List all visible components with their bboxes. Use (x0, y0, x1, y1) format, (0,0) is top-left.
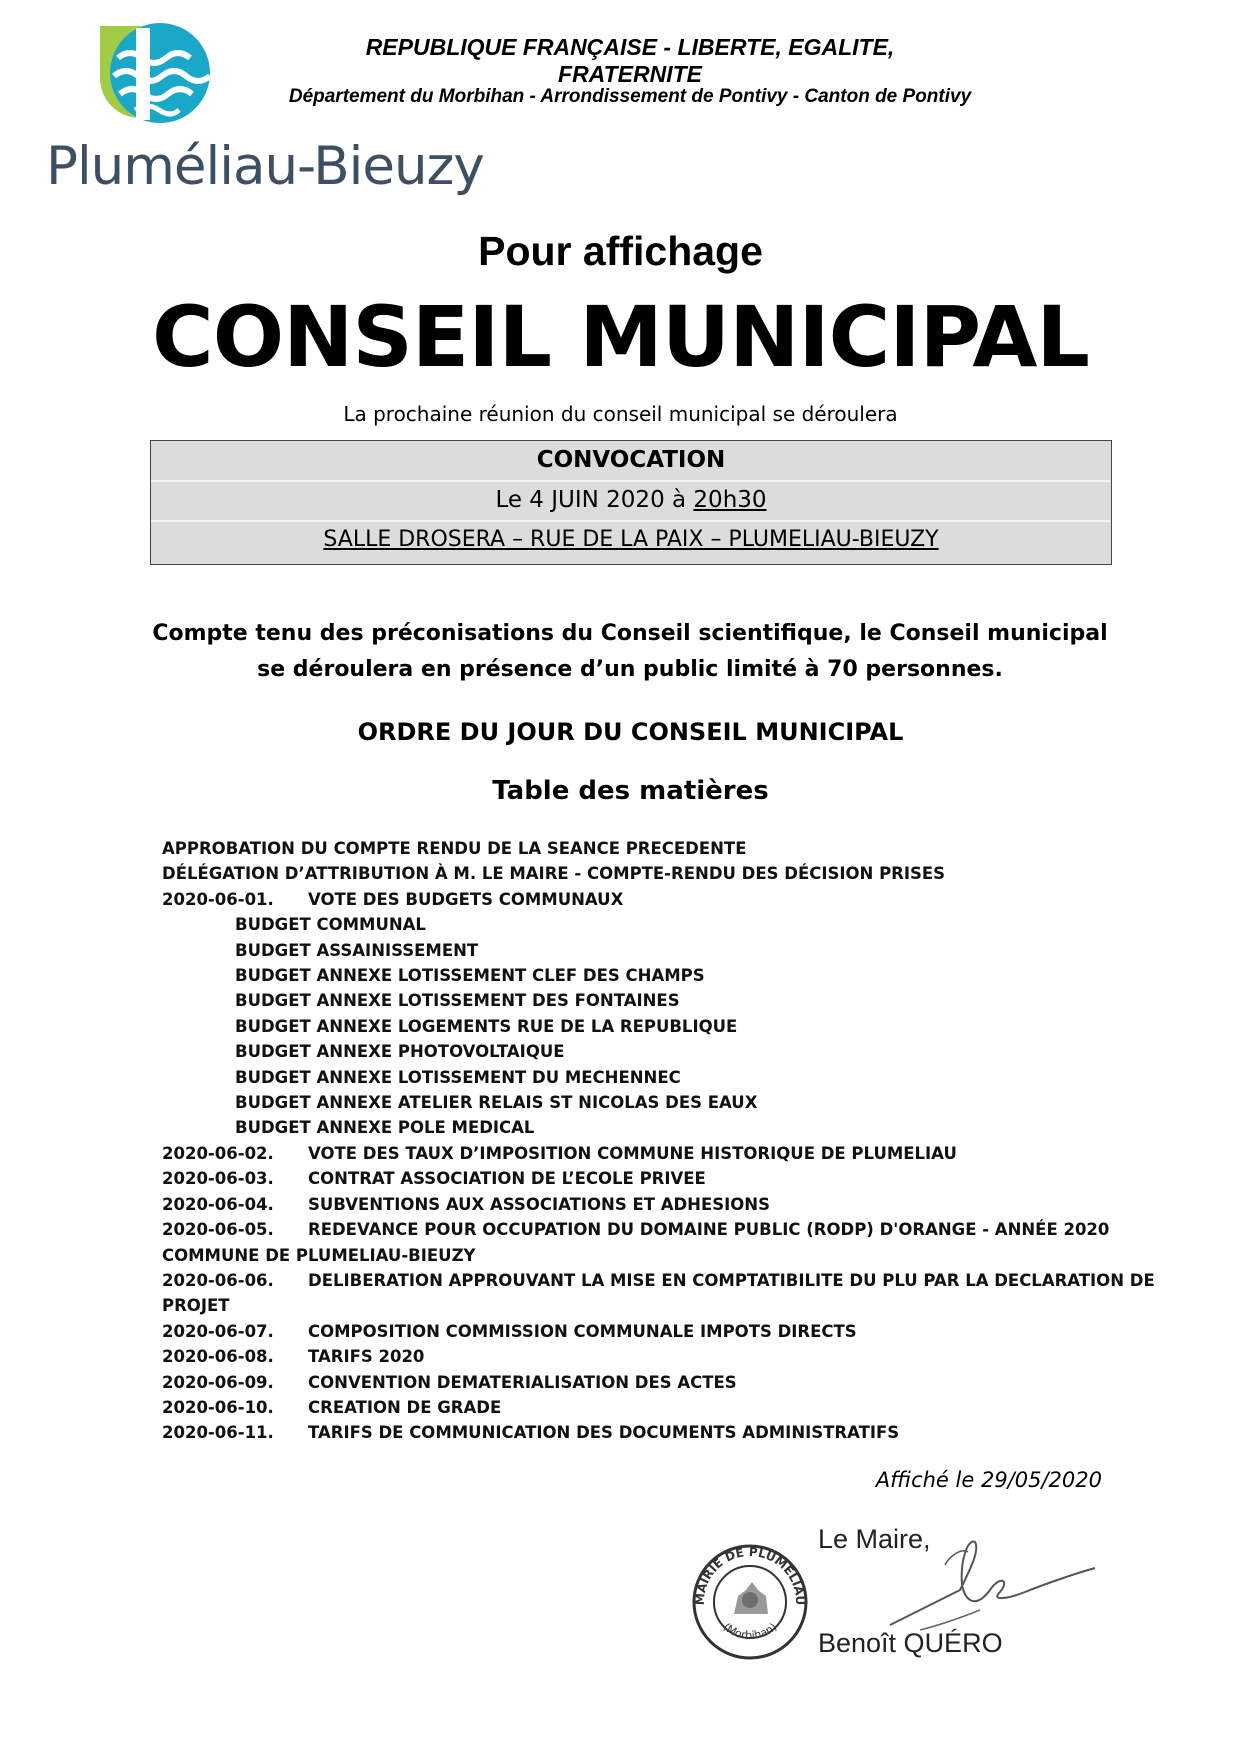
agenda-item (162, 1243, 1102, 1268)
page-title: CONSEIL MUNICIPAL (152, 288, 1089, 386)
public-notice-line: Compte tenu des préconisations du Conseil scientifique, le Conseil municipal (152, 621, 1108, 646)
meeting-intro: La prochaine réunion du conseil municipal se déroulera (343, 402, 898, 426)
seal-stamp-icon (690, 1542, 810, 1662)
agenda-item (162, 887, 1102, 912)
mairie-seal (690, 1542, 810, 1662)
agenda-item-text: REDEVANCE POUR OCCUPATION DU DOMAINE PUBLIC (RODP) D'ORANGE - ANNÉE 2020 (308, 1220, 1110, 1240)
agenda-item-text: BUDGET ANNEXE LOTISSEMENT CLEF DES CHAMPS (235, 966, 705, 986)
agenda-item-text: BUDGET ANNEXE ATELIER RELAIS ST NICOLAS DES EAUX (235, 1093, 758, 1113)
agenda-item (162, 1217, 1110, 1242)
republique-header: REPUBLIQUE FRANÇAISE - LIBERTE, EGALITE, FRATERNITE (365, 34, 895, 87)
agenda-item-text: CONVENTION DEMATERIALISATION DES ACTES (308, 1372, 737, 1392)
agenda-item (162, 836, 1102, 861)
department-line: Département du Morbihan - Arrondissement de Pontivy - Canton de Pontivy (288, 86, 972, 107)
agenda-subitem (162, 1014, 1102, 1039)
agenda-subitem (162, 1115, 1102, 1140)
svg-text:MAIRIE DE PLUMELIAU: MAIRIE DE PLUMELIAU (692, 1544, 808, 1606)
agenda-item-number: 2020-06-06. (162, 1270, 274, 1290)
agenda-item-text: TARIFS 2020 (308, 1347, 425, 1367)
agenda-item (162, 1192, 1102, 1217)
agenda-item (162, 1166, 1102, 1191)
agenda-item (162, 1293, 1102, 1318)
agenda-item-number: 2020-06-07. (162, 1321, 274, 1341)
agenda-item-number: 2020-06-08. (162, 1347, 274, 1367)
agenda-item (162, 1370, 1102, 1395)
agenda-item (162, 1141, 1102, 1166)
agenda-item-text: BUDGET ANNEXE PHOTOVOLTAIQUE (235, 1042, 565, 1062)
agenda-item-number: 2020-06-02. (162, 1143, 274, 1163)
posted-date: Affiché le 29/05/2020 (875, 1468, 1102, 1492)
agenda-heading: ORDRE DU JOUR DU CONSEIL MUNICIPAL (357, 718, 904, 746)
agenda-subitem (162, 988, 1102, 1013)
agenda-item-text: SUBVENTIONS AUX ASSOCIATIONS ET ADHESIONS (308, 1194, 770, 1214)
agenda-item-text: COMPOSITION COMMISSION COMMUNALE IMPOTS DIRECTS (308, 1321, 857, 1341)
agenda-item-text: CREATION DE GRADE (308, 1397, 502, 1417)
agenda-item-text: COMMUNE DE PLUMELIAU-BIEUZY (162, 1245, 476, 1265)
public-notice-line: se déroulera en présence d’un public limité à 70 personnes. (257, 657, 1003, 682)
agenda-subitem (162, 1090, 1102, 1115)
agenda-item-text: CONTRAT ASSOCIATION DE L’ECOLE PRIVEE (308, 1169, 706, 1189)
agenda-item (162, 1268, 1155, 1293)
agenda-item-number: 2020-06-11. (162, 1423, 274, 1443)
agenda-item-text: PROJET (162, 1296, 230, 1316)
agenda-item-number: 2020-06-05. (162, 1220, 274, 1240)
mayor-name: Benoît QUÉRO (818, 1628, 1003, 1658)
agenda-item-text: DÉLÉGATION D’ATTRIBUTION À M. LE MAIRE - COMPTE-RENDU DES DÉCISION PRISES (162, 864, 946, 884)
agenda-subitem (162, 1065, 1102, 1090)
signature-icon (850, 1530, 1100, 1640)
agenda-item-text: VOTE DES BUDGETS COMMUNAUX (308, 889, 624, 909)
agenda-subitem (162, 938, 1102, 963)
agenda-item-text: APPROBATION DU COMPTE RENDU DE LA SEANCE PRECEDENTE (162, 839, 747, 858)
agenda-subitem (162, 963, 1102, 988)
public-notice (150, 616, 1110, 688)
agenda-item-text: BUDGET ANNEXE LOTISSEMENT DES FONTAINES (235, 991, 680, 1011)
agenda-item (162, 1319, 1102, 1344)
agenda-item-text: BUDGET ASSAINISSEMENT (235, 940, 479, 960)
agenda-item (162, 1344, 1102, 1369)
agenda-item (162, 1420, 1102, 1445)
logo-wordmark: Pluméliau-Bieuzy (46, 136, 484, 197)
convocation-title: CONVOCATION (536, 447, 726, 473)
convocation-place: SALLE DROSERA – RUE DE LA PAIX – PLUMELIAU-BIEUZY (323, 527, 939, 552)
agenda-item-text: TARIFS DE COMMUNICATION DES DOCUMENTS ADMINISTRATIFS (308, 1423, 900, 1443)
agenda-item-number: 2020-06-10. (162, 1397, 274, 1417)
table-of-contents-title: Table des matières (492, 776, 769, 806)
agenda-item-text: BUDGET ANNEXE LOTISSEMENT DU MECHENNEC (235, 1067, 681, 1087)
agenda-item-number: 2020-06-01. (162, 889, 274, 909)
convocation-date (151, 487, 1111, 513)
agenda-list (162, 836, 1155, 1446)
convocation-date-text: Le 4 JUIN 2020 à (495, 487, 694, 513)
agenda-subitem (162, 912, 1102, 937)
pour-affichage-heading: Pour affichage (478, 228, 763, 274)
svg-text:(Morbihan): (Morbihan) (720, 1620, 780, 1643)
agenda-item-text: VOTE DES TAUX D’IMPOSITION COMMUNE HISTORIQUE DE PLUMELIAU (308, 1143, 957, 1163)
agenda-subitem (162, 1039, 1102, 1064)
agenda-item-text: BUDGET COMMUNAL (235, 915, 426, 935)
agenda-item-number: 2020-06-04. (162, 1194, 274, 1214)
convocation-time: 20h30 (693, 487, 767, 513)
agenda-item-text: BUDGET ANNEXE LOGEMENTS RUE DE LA REPUBLIQUE (235, 1016, 738, 1036)
convocation-box (150, 440, 1112, 565)
handwritten-signature (850, 1530, 1100, 1640)
agenda-item-number: 2020-06-03. (162, 1169, 274, 1189)
agenda-item-text: BUDGET ANNEXE POLE MEDICAL (235, 1118, 535, 1138)
agenda-item-text: DELIBERATION APPROUVANT LA MISE EN COMPTATIBILITE DU PLU PAR LA DECLARATION DE (308, 1270, 1155, 1290)
agenda-item (162, 1395, 1102, 1420)
agenda-item (162, 861, 1102, 886)
mayor-label: Le Maire, (818, 1524, 931, 1554)
agenda-item-number: 2020-06-09. (162, 1372, 274, 1392)
